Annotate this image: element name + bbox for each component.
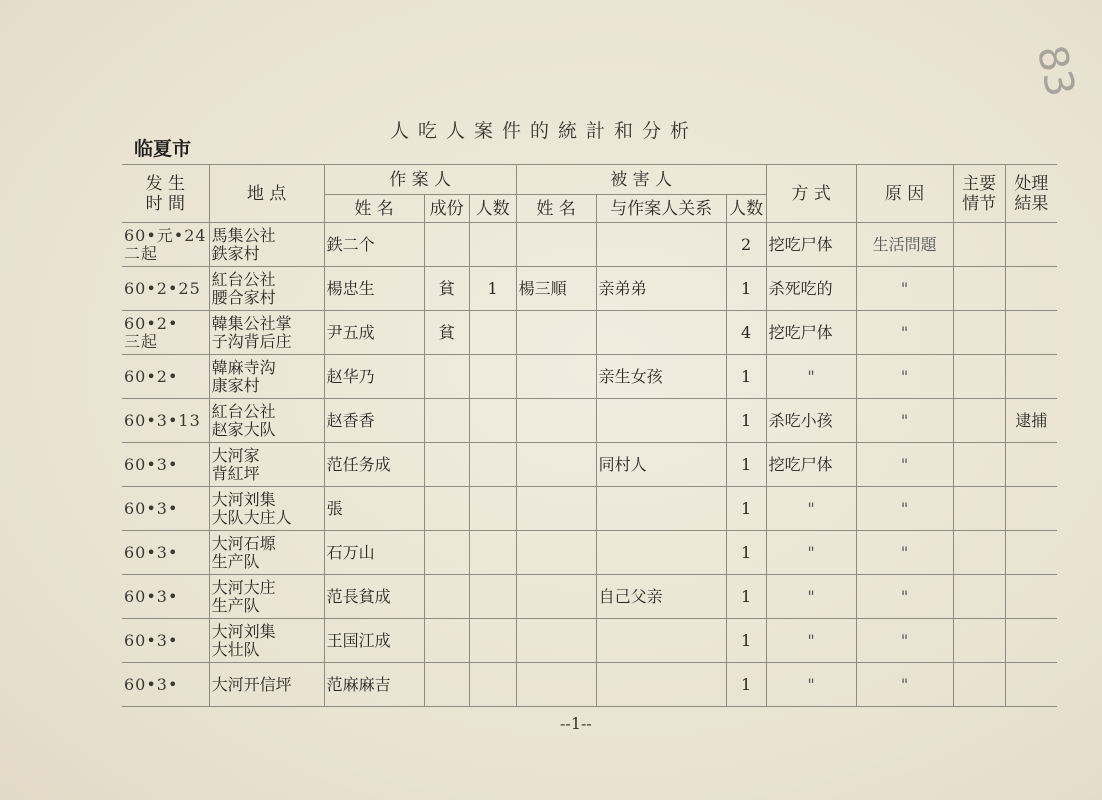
cell-victim-count: 1	[726, 399, 766, 443]
cell-relation: 亲弟弟	[596, 267, 726, 311]
cell-main	[953, 311, 1005, 355]
cell-result	[1005, 487, 1057, 531]
city-label: 临夏市	[134, 138, 192, 160]
cell-perp-count	[469, 311, 516, 355]
cell-relation	[596, 487, 726, 531]
cell-method: 挖吃尸体	[766, 311, 856, 355]
cell-victim-name	[516, 443, 596, 487]
cell-cause: "	[856, 355, 953, 399]
cell-victim-count: 1	[726, 487, 766, 531]
cell-relation	[596, 531, 726, 575]
cell-cause: "	[856, 267, 953, 311]
table-row	[122, 443, 1057, 487]
header-relation: 与作案人关系	[596, 195, 726, 223]
table-row	[122, 399, 1057, 443]
cell-result	[1005, 267, 1057, 311]
cell-date: 60•3•	[122, 531, 209, 575]
cell-date: 60•2•	[122, 355, 209, 399]
cell-perp-class	[424, 663, 469, 707]
cell-place: 大河刘集 大壮队	[209, 619, 324, 663]
header-victim-name: 姓 名	[516, 195, 596, 223]
cell-perp-name: 張	[324, 487, 424, 531]
table-row	[122, 619, 1057, 663]
cell-perp-class	[424, 531, 469, 575]
cell-perp-count	[469, 663, 516, 707]
cell-main	[953, 399, 1005, 443]
cell-place: 大河刘集 大队大庄人	[209, 487, 324, 531]
cell-date: 60•3•	[122, 487, 209, 531]
cell-place: 紅台公社 赵家大队	[209, 399, 324, 443]
page-number: --1--	[560, 714, 592, 733]
cell-method: 挖吃尸体	[766, 223, 856, 267]
cell-main	[953, 531, 1005, 575]
cell-main	[953, 267, 1005, 311]
table-row	[122, 223, 1057, 267]
cell-main	[953, 355, 1005, 399]
cell-relation: 亲生女孩	[596, 355, 726, 399]
cell-perp-count	[469, 487, 516, 531]
cell-date: 60•3•	[122, 663, 209, 707]
cell-relation: 自己父亲	[596, 575, 726, 619]
cell-perp-name: 范長貧成	[324, 575, 424, 619]
cell-relation	[596, 223, 726, 267]
cell-relation: 同村人	[596, 443, 726, 487]
cell-victim-name	[516, 487, 596, 531]
header-date: 发 生 时 間	[122, 165, 209, 223]
cell-method: 杀死吃的	[766, 267, 856, 311]
cell-victim-count: 1	[726, 355, 766, 399]
cell-perp-class	[424, 619, 469, 663]
cell-date: 60•3•13	[122, 399, 209, 443]
cell-victim-count: 1	[726, 531, 766, 575]
header-perp-count: 人数	[469, 195, 516, 223]
cell-victim-count: 1	[726, 267, 766, 311]
table-row	[122, 575, 1057, 619]
cell-method: "	[766, 619, 856, 663]
cell-victim-name	[516, 311, 596, 355]
cell-victim-count: 1	[726, 663, 766, 707]
cell-result	[1005, 355, 1057, 399]
cell-perp-name: 尹五成	[324, 311, 424, 355]
cell-relation	[596, 619, 726, 663]
table-row	[122, 487, 1057, 531]
table-row	[122, 267, 1057, 311]
cell-place: 大河石塬 生产队	[209, 531, 324, 575]
cell-perp-class: 貧	[424, 311, 469, 355]
cell-perp-name: 赵华乃	[324, 355, 424, 399]
cell-date: 60•3•	[122, 443, 209, 487]
cell-victim-count: 2	[726, 223, 766, 267]
cell-cause: "	[856, 443, 953, 487]
cell-victim-name	[516, 355, 596, 399]
cell-perp-name: 范麻麻吉	[324, 663, 424, 707]
cell-perp-count	[469, 355, 516, 399]
cell-victim-name	[516, 619, 596, 663]
table-row	[122, 355, 1057, 399]
cell-result	[1005, 619, 1057, 663]
header-victim-count: 人数	[726, 195, 766, 223]
cell-date: 60•元•24 二起	[122, 223, 209, 267]
cell-date: 60•2• 三起	[122, 311, 209, 355]
cell-relation	[596, 663, 726, 707]
cell-place: 大河家 背紅坪	[209, 443, 324, 487]
cell-method: "	[766, 575, 856, 619]
cell-victim-name	[516, 575, 596, 619]
header-perp-name: 姓 名	[324, 195, 424, 223]
cell-victim-count: 4	[726, 311, 766, 355]
cell-perp-count	[469, 619, 516, 663]
cell-victim-name: 楊三順	[516, 267, 596, 311]
cell-main	[953, 223, 1005, 267]
cell-perp-class	[424, 399, 469, 443]
cell-result	[1005, 531, 1057, 575]
cell-perp-count	[469, 399, 516, 443]
cell-cause: "	[856, 399, 953, 443]
cell-cause: "	[856, 575, 953, 619]
cell-date: 60•3•	[122, 575, 209, 619]
cell-perp-count: 1	[469, 267, 516, 311]
table-body	[122, 223, 1057, 707]
cell-main	[953, 487, 1005, 531]
cell-perp-name: 楊忠生	[324, 267, 424, 311]
header-place: 地 点	[209, 165, 324, 223]
cell-result	[1005, 443, 1057, 487]
cell-perp-count	[469, 223, 516, 267]
cell-result	[1005, 663, 1057, 707]
cell-method: "	[766, 487, 856, 531]
cell-main	[953, 575, 1005, 619]
cell-cause: "	[856, 487, 953, 531]
cell-result	[1005, 311, 1057, 355]
cell-place: 大河开信坪	[209, 663, 324, 707]
cell-perp-class	[424, 355, 469, 399]
header-cause: 原 因	[856, 165, 953, 223]
cell-cause: "	[856, 531, 953, 575]
statistics-table	[122, 164, 1057, 707]
cell-main	[953, 443, 1005, 487]
cell-perp-class	[424, 487, 469, 531]
cell-perp-class	[424, 223, 469, 267]
cell-result	[1005, 223, 1057, 267]
cell-place: 紅台公社 腰合家村	[209, 267, 324, 311]
table-row	[122, 663, 1057, 707]
cell-perp-count	[469, 575, 516, 619]
header-victim: 被 害 人	[516, 165, 766, 195]
cell-perp-count	[469, 531, 516, 575]
cell-cause: "	[856, 663, 953, 707]
cell-victim-count: 1	[726, 575, 766, 619]
cell-date: 60•2•25	[122, 267, 209, 311]
cell-place: 馬集公社 鉄家村	[209, 223, 324, 267]
header-result: 处理 結果	[1005, 165, 1057, 223]
header-perp-class: 成份	[424, 195, 469, 223]
cell-method: 挖吃尸体	[766, 443, 856, 487]
cell-victim-name	[516, 399, 596, 443]
cell-method: "	[766, 531, 856, 575]
cell-perp-name: 赵香香	[324, 399, 424, 443]
cell-cause: 生活問題	[856, 223, 953, 267]
cell-date: 60•3•	[122, 619, 209, 663]
cell-perp-name: 石万山	[324, 531, 424, 575]
cell-main	[953, 663, 1005, 707]
table-row	[122, 311, 1057, 355]
cell-main	[953, 619, 1005, 663]
cell-victim-count: 1	[726, 619, 766, 663]
header-method: 方 式	[766, 165, 856, 223]
archive-number: 83	[1027, 41, 1084, 101]
cell-place: 韓麻寺沟 康家村	[209, 355, 324, 399]
cell-place: 大河大庄 生产队	[209, 575, 324, 619]
cell-perp-class	[424, 443, 469, 487]
header-perpetrator: 作 案 人	[324, 165, 516, 195]
cell-relation	[596, 399, 726, 443]
cell-result: 逮捕	[1005, 399, 1057, 443]
cell-perp-name: 鉄二个	[324, 223, 424, 267]
cell-method: "	[766, 355, 856, 399]
cell-perp-count	[469, 443, 516, 487]
cell-cause: "	[856, 619, 953, 663]
table-row	[122, 531, 1057, 575]
page-title: 人吃人案件的統計和分析	[390, 120, 699, 142]
cell-perp-class: 貧	[424, 267, 469, 311]
cell-method: 杀吃小孩	[766, 399, 856, 443]
cell-victim-name	[516, 531, 596, 575]
cell-perp-class	[424, 575, 469, 619]
cell-perp-name: 范任务成	[324, 443, 424, 487]
cell-method: "	[766, 663, 856, 707]
cell-cause: "	[856, 311, 953, 355]
cell-result	[1005, 575, 1057, 619]
cell-victim-name	[516, 663, 596, 707]
cell-victim-name	[516, 223, 596, 267]
cell-victim-count: 1	[726, 443, 766, 487]
header-main: 主要 情节	[953, 165, 1005, 223]
cell-place: 韓集公社掌 子沟背后庄	[209, 311, 324, 355]
cell-relation	[596, 311, 726, 355]
cell-perp-name: 王国江成	[324, 619, 424, 663]
